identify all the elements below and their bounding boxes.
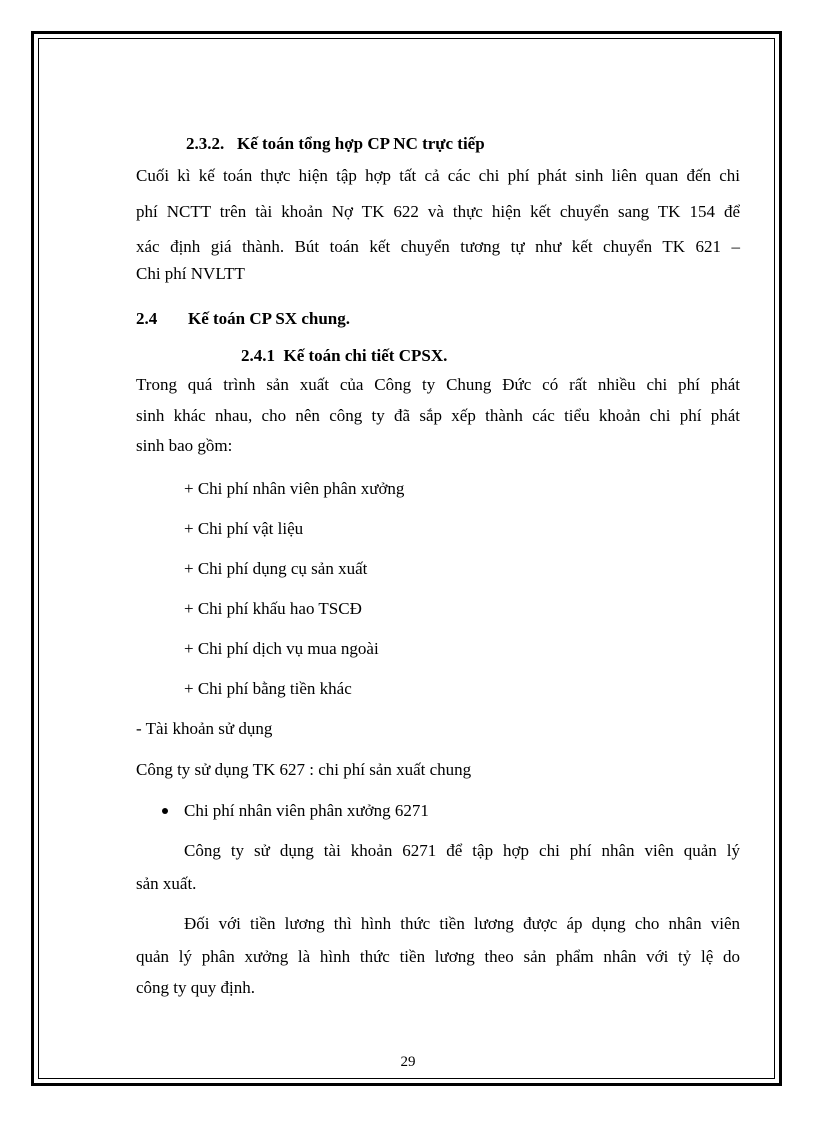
section-title: Kế toán chi tiết CPSX. xyxy=(283,346,448,365)
list-item: + Chi phí bằng tiền khác xyxy=(184,679,352,698)
section-number: 2.4.1 xyxy=(241,346,275,365)
paragraph-line: phí NCTT trên tài khoản Nợ TK 622 và thực hiện kết chuyển sang TK 154 để xyxy=(136,202,740,221)
account-label: - Tài khoản sử dụng xyxy=(136,719,273,738)
paragraph-line: xác định giá thành. Bút toán kết chuyển tương tự như kết chuyển TK 621 – xyxy=(136,237,740,256)
section-title: Kế toán tổng hợp CP NC trực tiếp xyxy=(237,134,485,153)
paragraph-line: Chi phí NVLTT xyxy=(136,264,245,283)
list-item: + Chi phí nhân viên phân xưởng xyxy=(184,479,405,498)
list-item: + Chi phí dụng cụ sản xuất xyxy=(184,559,368,578)
list-item: + Chi phí khấu hao TSCĐ xyxy=(184,599,362,618)
section-heading-2-4-1 xyxy=(241,345,447,367)
paragraph-line: Công ty sử dụng tài khoản 6271 để tập hợp chi phí nhân viên quản lý xyxy=(184,841,740,860)
section-heading-2-3-2 xyxy=(186,133,485,155)
account-line: Công ty sử dụng TK 627 : chi phí sản xuất chung xyxy=(136,760,472,779)
paragraph-line: sinh bao gồm: xyxy=(136,436,233,455)
section-number: 2.3.2. xyxy=(186,134,225,153)
page-number: 29 xyxy=(400,1054,416,1070)
paragraph-line: Đối với tiền lương thì hình thức tiền lương được áp dụng cho nhân viên xyxy=(184,914,740,933)
paragraph-line: quản lý phân xưởng là hình thức tiền lương theo sản phẩm nhân với tỷ lệ do xyxy=(136,947,740,966)
list-item: + Chi phí dịch vụ mua ngoài xyxy=(184,639,379,658)
bullet-icon xyxy=(162,808,168,814)
paragraph-line: Trong quá trình sản xuất của Công ty Chung Đức có rất nhiều chi phí phát xyxy=(136,375,740,394)
paragraph-line: sinh khác nhau, cho nên công ty đã sắp xếp thành các tiểu khoản chi phí phát xyxy=(136,406,740,425)
bullet-item: Chi phí nhân viên phân xưởng 6271 xyxy=(184,801,429,820)
paragraph-line: sản xuất. xyxy=(136,874,197,893)
section-title: Kế toán CP SX chung. xyxy=(188,309,350,328)
paragraph-line: công ty quy định. xyxy=(136,978,255,997)
section-heading-2-4 xyxy=(136,308,350,330)
section-number: 2.4 xyxy=(136,309,158,328)
list-item: + Chi phí vật liệu xyxy=(184,519,304,538)
paragraph-line: Cuối kì kế toán thực hiện tập hợp tất cả các chi phí phát sinh liên quan đến chi xyxy=(136,166,740,185)
